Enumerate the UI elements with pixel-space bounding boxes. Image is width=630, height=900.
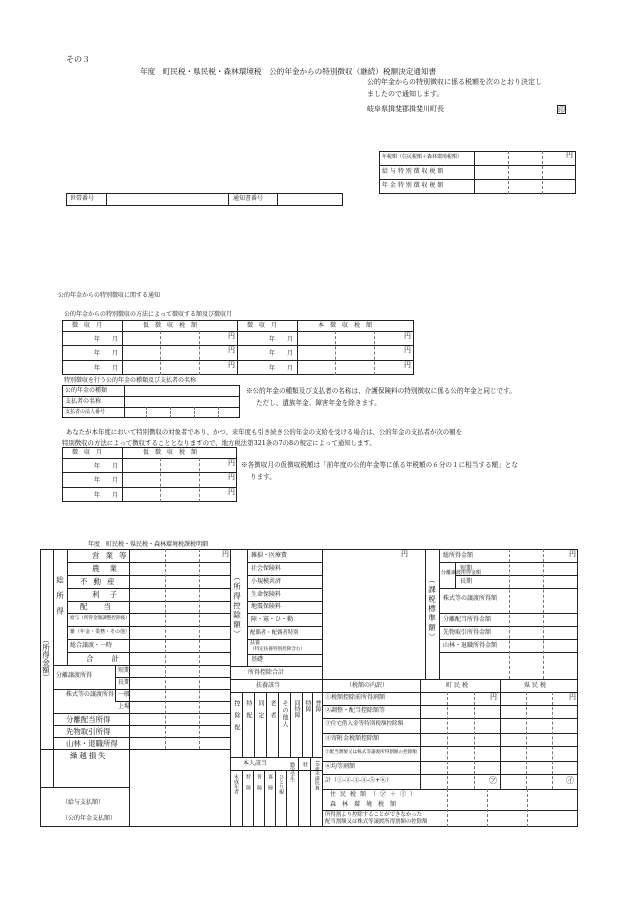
income-kyuyo: 給与（所得金額調整控除後） <box>70 616 130 621</box>
calc-row-1: ①税額控除前所得割額 <box>325 694 386 701</box>
notice-number-label: 通知書番号 <box>233 195 264 202</box>
income-sogo: 総合譲渡・一時 <box>70 642 113 649</box>
income-nogyo: 農業 <box>92 564 127 573</box>
self-col-1: 未成年者 <box>233 774 239 794</box>
month-cell: 年 月 <box>94 350 119 357</box>
self-col-5: ひとり親 <box>278 774 284 794</box>
deduction-seimei: 生命保険料 <box>251 591 282 598</box>
deduction-shokibo: 小規模共済 <box>251 578 282 585</box>
long-term-label: 長期 <box>460 578 473 585</box>
official-seal: 印 <box>558 106 565 114</box>
fuyo-col-6: 同特障 <box>293 700 300 718</box>
payer-title: 特別徴収を行う公的年金の種類及び支払者の名称 <box>64 377 197 384</box>
dependents-header: 扶養該当 <box>256 682 281 689</box>
payer-name-label: 支払者の名称 <box>65 398 102 405</box>
bunri-haito-label: 分離配当所得 <box>66 715 111 724</box>
fuyo-col-4: 老者 <box>269 700 276 724</box>
calc-row-2: ②調整・配当控除額等 <box>325 707 386 714</box>
deduction-fuyo: 扶養 <box>250 640 261 646</box>
sanrin-label: 山林・退職所得 <box>66 739 118 748</box>
calc-row-6: ⑥均等割額 <box>325 763 356 770</box>
self-col-2: 特障 <box>245 774 251 796</box>
base-sanrin: 山林・退職所得金額 <box>443 642 498 649</box>
notice-text-1: あなたが本年度において特別徴収の対象者であり、かつ、来年度も引き続き公的年金の支給を受ける場合は、公的年金の支払者が次の額を <box>66 428 462 436</box>
col-month-header: 徴 収 月 <box>72 449 103 456</box>
special-label: 特 <box>302 762 308 767</box>
notice-text-2: 特別徴収の方法によって徴収することとなりますので、地方税法第321条の7の8の規定によって通知します。 <box>62 439 376 447</box>
calc-row-5: ⑤配当割額又は株式等譲渡所得割額の控除額 <box>325 750 417 755</box>
month-cell: 年 月 <box>269 365 294 372</box>
col-main-header: 本 徴 収 税 額 <box>318 322 373 329</box>
next-note-2: ります。 <box>250 473 276 481</box>
general-label: 一般 <box>118 691 131 698</box>
taxable-base-label: （課税標準額） <box>427 576 437 643</box>
month-cell: 年 月 <box>94 477 119 484</box>
month-cell: 年 月 <box>94 492 119 499</box>
income-label: （所得金額） <box>41 636 51 681</box>
income-fudosan: 不動産 <box>80 577 121 586</box>
gross-income-label: 総所得 <box>55 576 65 623</box>
fuyo-col-1: 控除配 <box>233 700 240 736</box>
pension-section-title: 公的年金からの特別徴収に関する通知 <box>58 292 161 299</box>
next-note-1: ※各徴収月の仮徴収税額は「前年度の公的年金等に係る年税額の６分の１に相当する額」とな <box>241 461 518 469</box>
pref-tax-header: 県民税 <box>524 682 549 689</box>
yen-unit: 円 <box>228 361 235 369</box>
col-provisional-header: 仮 徴 収 税 額 <box>143 322 198 329</box>
payer-corp-number-label: 支払者の法人番号 <box>65 409 106 415</box>
pension-type-label: 公的年金の種類 <box>65 387 108 394</box>
yen-unit: 円 <box>228 473 235 481</box>
payer-note-2: ただし、遺族年金、障害年金を除きます。 <box>256 399 381 407</box>
income-zatsu: 雑（年金・業務・その他） <box>70 629 131 635</box>
month-cell: 年 月 <box>94 365 119 372</box>
fuyo-col-2: 特配 <box>245 700 252 724</box>
calc-header: （税額の内訳） <box>346 682 389 689</box>
yen-unit: 円 <box>228 488 235 496</box>
listed-label: 上場 <box>118 703 131 710</box>
deduction-label: （所得控除額） <box>232 573 242 640</box>
base-sogo: 総所得金額 <box>443 552 474 559</box>
detail-title: 年度 町民税・県民税・森林環境税課税明細 <box>88 541 209 548</box>
deduction-fuyo-sub: （特定扶養特別控除含む） <box>250 647 306 652</box>
deduction-shakai: 社会保険料 <box>251 565 282 572</box>
issuer-name: 岐阜県揖斐郡揖斐川町長 <box>367 105 444 113</box>
col-month-header: 徴 収 月 <box>72 322 103 329</box>
yen-unit: 円 <box>569 550 576 558</box>
self-col-6: 勤労学生 <box>289 762 295 782</box>
yen-unit: 円 <box>404 361 411 369</box>
salary-withholding-label: 給 与 特 別 徴 収 税 額 <box>382 168 444 175</box>
payer-note-1: ※公的年金の種類及び支払者の名称は、介護保険料の特別徴収に係る公的年金と同じです。 <box>246 387 516 395</box>
self-col-3: 普障 <box>256 774 262 796</box>
pension-withholding-label: 年 金 特 別 徴 収 税 額 <box>382 182 444 189</box>
short-term-label: 短期 <box>460 565 473 572</box>
deduction-zasson: 雑損・医療費 <box>251 552 288 559</box>
yen-unit: 円 <box>404 346 411 354</box>
forest-tax-label: 森林環境税額 <box>330 801 403 808</box>
month-cell: 年 月 <box>94 463 119 470</box>
income-rishi: 利子 <box>92 590 127 599</box>
calc-row-4: ④寄附金税額控除額 <box>325 735 380 742</box>
deduction-jishin: 地震保険料 <box>251 603 282 610</box>
base-futures: 先物取引所得金額 <box>443 629 492 636</box>
yen-unit: 円 <box>566 151 573 159</box>
household-number-box <box>66 193 343 206</box>
base-bunri-haito: 分離配当所得金額 <box>443 616 492 623</box>
deduction-spouse: 配偶者・配偶者特別 <box>250 630 299 636</box>
month-cell: 年 月 <box>269 350 294 357</box>
form-number: その３ <box>66 55 90 64</box>
mark-a: ㋐ <box>489 776 497 785</box>
base-stock: 株式等の譲渡所得額 <box>443 595 498 602</box>
sixteen-under-label: 16歳未満扶養 <box>313 760 319 791</box>
fuyo-col-5: その他人 <box>281 700 288 728</box>
calc-row-7: 計（①-②-③-④-⑤+⑥） <box>325 777 393 784</box>
footnote-1: 所得割より控除することができなかった <box>325 812 423 818</box>
col-provisional-header: 仮 徴 収 税 額 <box>143 449 198 456</box>
intro-line-1: 公的年金からの特別徴収に係る税額を次のとおり決定し <box>367 78 542 86</box>
fuyo-col-3: 同定 <box>257 700 264 724</box>
yen-unit: 円 <box>404 332 411 340</box>
calc-row-3: ③住宅借入金等特別税額控除額 <box>325 721 404 727</box>
bunri-joto-label: 分離譲渡所得 <box>56 672 93 679</box>
base-bunri-joto: 分離譲渡所得金額 <box>441 570 482 576</box>
self-col-4: 寡婦 <box>267 774 273 796</box>
income-haito: 配当 <box>80 602 127 611</box>
fuyo-col-7: 特障 <box>304 700 311 712</box>
yen-unit: 円 <box>401 550 408 558</box>
stock-transfer-label: 株式等の譲渡所得 <box>66 691 115 698</box>
fuyo-col-8: 普障 <box>314 700 321 712</box>
town-tax-header: 町民税 <box>446 682 471 689</box>
deduction-shogai: 障・寡・ひ・勤 <box>251 616 294 623</box>
pension-payment-label: （公的年金支払額） <box>62 815 117 822</box>
intro-line-2: ましたので通知します。 <box>367 90 444 98</box>
month-cell: 年 月 <box>94 336 119 343</box>
collection-subtitle: 公的年金からの特別徴収の方法によって徴収する額及び徴収月 <box>64 311 233 318</box>
yen-unit: 円 <box>569 693 576 701</box>
salary-payment-label: （給与支払額） <box>62 799 105 806</box>
mark-i: ㋑ <box>566 776 574 785</box>
yen-unit: 円 <box>228 346 235 354</box>
self-header: 本人該当 <box>243 760 268 767</box>
annual-tax-label: 年税額（住民税額＋森林環境税額） <box>382 154 463 160</box>
resident-tax-label: 住民税額（㋐＋㋑） <box>330 791 421 798</box>
futures-label: 先物取引所得 <box>66 727 111 736</box>
yen-unit: 円 <box>490 693 497 701</box>
deduction-kiso: 基礎 <box>251 656 264 663</box>
household-number-label: 世帯番号 <box>70 195 95 202</box>
carryover-loss-label: 繰越損失 <box>70 751 108 760</box>
deduction-total: 所得控除合計 <box>248 669 285 676</box>
yen-unit: 円 <box>228 459 235 467</box>
short-term-label: 短期 <box>118 667 131 674</box>
col-month-header: 徴 収 月 <box>247 322 278 329</box>
page-title: 年度 町民税・県民税・森林環境税 公的年金からの特別徴収（継続）税額決定通知書 <box>140 67 437 76</box>
yen-unit: 円 <box>222 550 229 558</box>
yen-unit: 円 <box>228 332 235 340</box>
month-cell: 年 月 <box>269 336 294 343</box>
income-eigyo: 営業等 <box>92 551 133 560</box>
footnote-2: 配当割額又は株式等譲渡所得割額の控除額 <box>325 819 428 825</box>
long-term-label: 長期 <box>118 679 131 686</box>
income-total: 合計 <box>86 654 137 663</box>
